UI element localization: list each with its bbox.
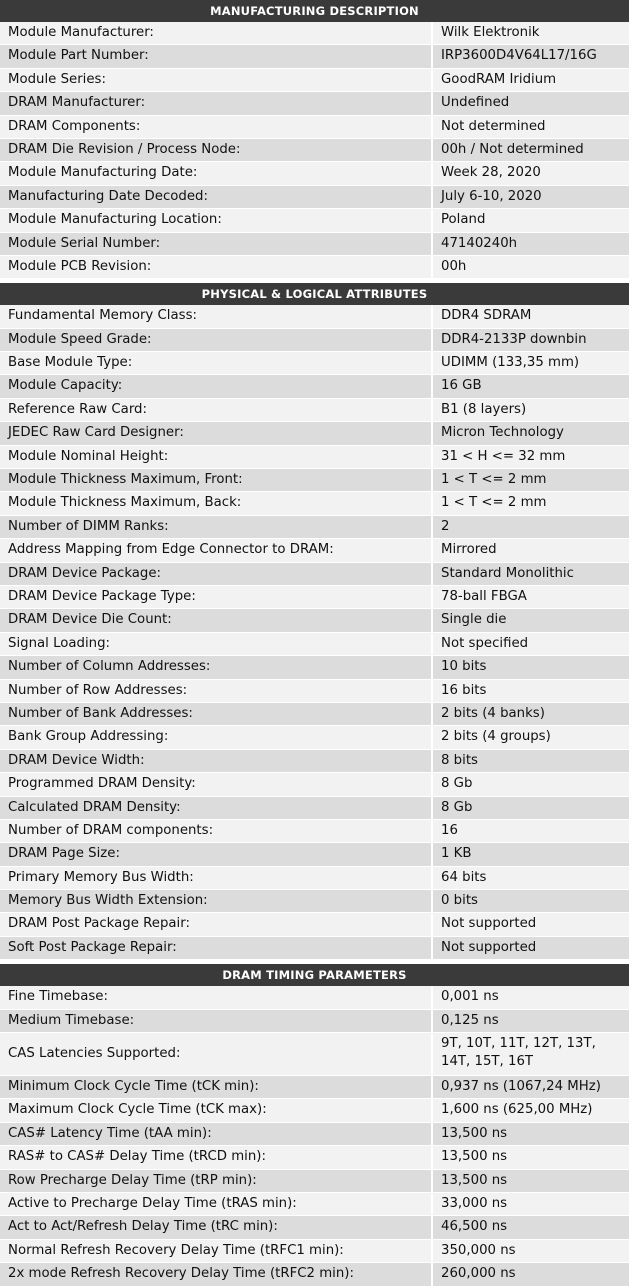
row-value: Micron Technology bbox=[431, 422, 629, 444]
row-value: 0,125 ns bbox=[431, 1010, 629, 1032]
row-label: Maximum Clock Cycle Time (tCK max): bbox=[0, 1099, 431, 1121]
row-label: CAS Latencies Supported: bbox=[0, 1033, 431, 1075]
row-value: 0,001 ns bbox=[431, 986, 629, 1008]
row-label: Bank Group Addressing: bbox=[0, 726, 431, 748]
row-label: Module Part Number: bbox=[0, 45, 431, 67]
table-row bbox=[0, 256, 629, 279]
row-label: Memory Bus Width Extension: bbox=[0, 890, 431, 912]
table-row bbox=[0, 69, 629, 92]
table-row bbox=[0, 305, 629, 328]
row-value: Standard Monolithic bbox=[431, 563, 629, 585]
table-row bbox=[0, 516, 629, 539]
row-value: 8 Gb bbox=[431, 797, 629, 819]
row-value: 10 bits bbox=[431, 656, 629, 678]
row-value: 2 bbox=[431, 516, 629, 538]
row-label: Base Module Type: bbox=[0, 352, 431, 374]
row-value: 1 KB bbox=[431, 843, 629, 865]
table-row bbox=[0, 469, 629, 492]
row-label: Module Manufacturer: bbox=[0, 22, 431, 44]
row-value: 260,000 ns bbox=[431, 1263, 629, 1285]
row-label: DRAM Device Package: bbox=[0, 563, 431, 585]
row-label: Fundamental Memory Class: bbox=[0, 305, 431, 327]
row-label: Manufacturing Date Decoded: bbox=[0, 186, 431, 208]
table-row bbox=[0, 703, 629, 726]
row-value: IRP3600D4V64L17/16G bbox=[431, 45, 629, 67]
table-row bbox=[0, 1170, 629, 1193]
row-value: Mirrored bbox=[431, 539, 629, 561]
row-label: Module Thickness Maximum, Front: bbox=[0, 469, 431, 491]
row-label: 2x mode Refresh Recovery Delay Time (tRFC2 min): bbox=[0, 1263, 431, 1285]
row-label: Module Serial Number: bbox=[0, 233, 431, 255]
row-label: Minimum Clock Cycle Time (tCK min): bbox=[0, 1076, 431, 1098]
table-row bbox=[0, 116, 629, 139]
row-label: Act to Act/Refresh Delay Time (tRC min): bbox=[0, 1216, 431, 1238]
row-label: Module Capacity: bbox=[0, 375, 431, 397]
row-label: Module Manufacturing Date: bbox=[0, 162, 431, 184]
row-label: Module PCB Revision: bbox=[0, 256, 431, 278]
row-label: Number of Bank Addresses: bbox=[0, 703, 431, 725]
row-label: Module Nominal Height: bbox=[0, 446, 431, 468]
table-row bbox=[0, 233, 629, 256]
table-row bbox=[0, 92, 629, 115]
row-label: CAS# Latency Time (tAA min): bbox=[0, 1123, 431, 1145]
table-row bbox=[0, 937, 629, 960]
row-label: DRAM Device Package Type: bbox=[0, 586, 431, 608]
row-value: 8 Gb bbox=[431, 773, 629, 795]
table-row bbox=[0, 726, 629, 749]
table-row bbox=[0, 422, 629, 445]
table-row bbox=[0, 633, 629, 656]
row-value: 16 GB bbox=[431, 375, 629, 397]
row-label: Module Manufacturing Location: bbox=[0, 209, 431, 231]
table-row bbox=[0, 162, 629, 185]
table-row bbox=[0, 1123, 629, 1146]
row-value: Single die bbox=[431, 609, 629, 631]
row-value: Poland bbox=[431, 209, 629, 231]
row-label: Number of Row Addresses: bbox=[0, 680, 431, 702]
row-label: Primary Memory Bus Width: bbox=[0, 867, 431, 889]
row-label: Fine Timebase: bbox=[0, 986, 431, 1008]
row-value: 0 bits bbox=[431, 890, 629, 912]
row-label: DRAM Die Revision / Process Node: bbox=[0, 139, 431, 161]
row-value: 46,500 ns bbox=[431, 1216, 629, 1238]
row-value: Not supported bbox=[431, 913, 629, 935]
table-row bbox=[0, 750, 629, 773]
row-value: 31 < H <= 32 mm bbox=[431, 446, 629, 468]
table-row bbox=[0, 586, 629, 609]
row-label: JEDEC Raw Card Designer: bbox=[0, 422, 431, 444]
row-value: 33,000 ns bbox=[431, 1193, 629, 1215]
table-row bbox=[0, 209, 629, 232]
row-label: DRAM Page Size: bbox=[0, 843, 431, 865]
table-row bbox=[0, 1216, 629, 1239]
table-row bbox=[0, 1099, 629, 1122]
row-value: 2 bits (4 groups) bbox=[431, 726, 629, 748]
table-row bbox=[0, 1033, 629, 1076]
table-row bbox=[0, 186, 629, 209]
table-row bbox=[0, 329, 629, 352]
table-row bbox=[0, 45, 629, 68]
row-value: 78-ball FBGA bbox=[431, 586, 629, 608]
table-row bbox=[0, 1193, 629, 1216]
row-label: Module Speed Grade: bbox=[0, 329, 431, 351]
table-row bbox=[0, 446, 629, 469]
table-row bbox=[0, 890, 629, 913]
row-value: 13,500 ns bbox=[431, 1170, 629, 1192]
row-label: Reference Raw Card: bbox=[0, 399, 431, 421]
row-value: 00h / Not determined bbox=[431, 139, 629, 161]
section-header: PHYSICAL & LOGICAL ATTRIBUTES bbox=[0, 283, 629, 305]
table-row bbox=[0, 680, 629, 703]
row-value: 16 bbox=[431, 820, 629, 842]
table-row bbox=[0, 352, 629, 375]
row-value: Undefined bbox=[431, 92, 629, 114]
row-value: Wilk Elektronik bbox=[431, 22, 629, 44]
row-value: 1 < T <= 2 mm bbox=[431, 469, 629, 491]
row-value: Not supported bbox=[431, 937, 629, 959]
table-row bbox=[0, 492, 629, 515]
row-label: Number of DRAM components: bbox=[0, 820, 431, 842]
table-row bbox=[0, 22, 629, 45]
table-row bbox=[0, 139, 629, 162]
table-row bbox=[0, 1240, 629, 1263]
row-label: Number of DIMM Ranks: bbox=[0, 516, 431, 538]
row-label: Module Series: bbox=[0, 69, 431, 91]
row-value: Week 28, 2020 bbox=[431, 162, 629, 184]
table-row bbox=[0, 820, 629, 843]
table-row bbox=[0, 609, 629, 632]
row-value: DDR4 SDRAM bbox=[431, 305, 629, 327]
table-row bbox=[0, 797, 629, 820]
table-row bbox=[0, 913, 629, 936]
table-row bbox=[0, 843, 629, 866]
row-label: DRAM Manufacturer: bbox=[0, 92, 431, 114]
table-row bbox=[0, 1146, 629, 1169]
row-value: 64 bits bbox=[431, 867, 629, 889]
row-label: Row Precharge Delay Time (tRP min): bbox=[0, 1170, 431, 1192]
row-value: 1,600 ns (625,00 MHz) bbox=[431, 1099, 629, 1121]
row-label: Programmed DRAM Density: bbox=[0, 773, 431, 795]
row-label: Soft Post Package Repair: bbox=[0, 937, 431, 959]
row-label: DRAM Components: bbox=[0, 116, 431, 138]
row-label: DRAM Post Package Repair: bbox=[0, 913, 431, 935]
row-label: DRAM Device Width: bbox=[0, 750, 431, 772]
row-value: 13,500 ns bbox=[431, 1146, 629, 1168]
row-value: 9T, 10T, 11T, 12T, 13T, 14T, 15T, 16T bbox=[431, 1033, 629, 1075]
table-row bbox=[0, 656, 629, 679]
section-header: DRAM TIMING PARAMETERS bbox=[0, 964, 629, 986]
section-header: MANUFACTURING DESCRIPTION bbox=[0, 0, 629, 22]
row-label: Calculated DRAM Density: bbox=[0, 797, 431, 819]
row-value: DDR4-2133P downbin bbox=[431, 329, 629, 351]
row-value: B1 (8 layers) bbox=[431, 399, 629, 421]
row-value: 350,000 ns bbox=[431, 1240, 629, 1262]
row-value: 00h bbox=[431, 256, 629, 278]
row-value: 16 bits bbox=[431, 680, 629, 702]
row-label: Number of Column Addresses: bbox=[0, 656, 431, 678]
row-value: 8 bits bbox=[431, 750, 629, 772]
row-value: 0,937 ns (1067,24 MHz) bbox=[431, 1076, 629, 1098]
table-row bbox=[0, 986, 629, 1009]
table-row bbox=[0, 375, 629, 398]
row-label: Module Thickness Maximum, Back: bbox=[0, 492, 431, 514]
row-label: RAS# to CAS# Delay Time (tRCD min): bbox=[0, 1146, 431, 1168]
table-row bbox=[0, 399, 629, 422]
table-row bbox=[0, 563, 629, 586]
row-label: Signal Loading: bbox=[0, 633, 431, 655]
row-label: Normal Refresh Recovery Delay Time (tRFC1 min): bbox=[0, 1240, 431, 1262]
table-row bbox=[0, 773, 629, 796]
row-value: UDIMM (133,35 mm) bbox=[431, 352, 629, 374]
table-row bbox=[0, 867, 629, 890]
table-row bbox=[0, 1076, 629, 1099]
row-label: Medium Timebase: bbox=[0, 1010, 431, 1032]
row-label: Address Mapping from Edge Connector to DRAM: bbox=[0, 539, 431, 561]
row-value: 2 bits (4 banks) bbox=[431, 703, 629, 725]
row-value: GoodRAM Iridium bbox=[431, 69, 629, 91]
row-value: Not specified bbox=[431, 633, 629, 655]
row-value: 1 < T <= 2 mm bbox=[431, 492, 629, 514]
table-row bbox=[0, 1010, 629, 1033]
row-value: Not determined bbox=[431, 116, 629, 138]
table-row bbox=[0, 539, 629, 562]
row-label: Active to Precharge Delay Time (tRAS min): bbox=[0, 1193, 431, 1215]
row-value: 13,500 ns bbox=[431, 1123, 629, 1145]
table-row bbox=[0, 1263, 629, 1286]
row-label: DRAM Device Die Count: bbox=[0, 609, 431, 631]
row-value: 47140240h bbox=[431, 233, 629, 255]
row-value: July 6-10, 2020 bbox=[431, 186, 629, 208]
